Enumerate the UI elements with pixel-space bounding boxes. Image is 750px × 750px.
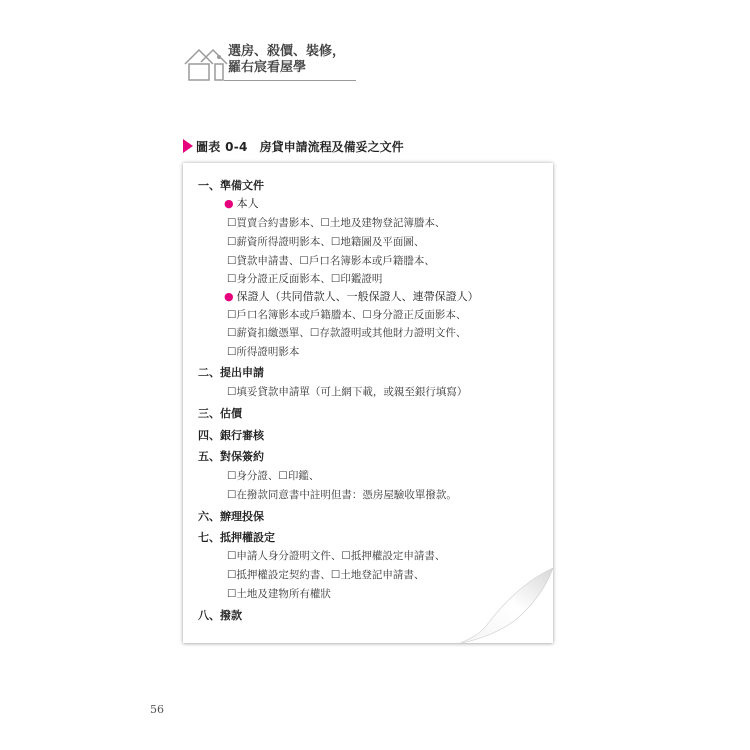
section-heading-appraisal: 三、估價 [198,407,242,420]
checklist-line: ☐填妥貸款申請單（可上網下載，或親至銀行填寫） [227,386,468,398]
header-divider [224,80,356,81]
checklist-line: ☐薪資扣繳憑單、☐存款證明或其他財力證明文件、 [227,327,467,339]
page-curl-icon [456,566,556,646]
bullet-label: 保證人（共同借款人、一般保證人、連帶保證人） [236,290,479,303]
header-title-line2: 羅右宸看屋學 [228,60,307,75]
checklist-line: ☐身分證正反面影本、☐印鑑證明 [227,273,383,285]
page-number: 56 [150,703,164,716]
checklist-line: ☐買賣合約書影本、☐土地及建物登記簿謄本、 [227,217,446,229]
figure-caption: 房貸申請流程及備妥之文件 [259,139,404,154]
checklist-line: ☐身分證、☐印鑑、 [227,470,320,482]
checklist-line: ☐抵押權設定契約書、☐土地登記申請書、 [227,569,425,581]
triangle-marker-icon [183,139,193,153]
bullet-item-guarantor [224,290,479,304]
bullet-dot-icon: ● [224,290,234,303]
checklist-line: ☐土地及建物所有權狀 [227,588,331,600]
section-heading-sign-contract: 五、對保簽約 [198,450,264,463]
bullet-label: 本人 [236,197,259,210]
checklist-line: ☐申請人身分證明文件、☐抵押權設定申請書、 [227,550,446,562]
figure-label: 圖表 0-4 [196,139,248,154]
section-heading-disbursement: 八、撥款 [198,609,242,622]
checklist-line: ☐戶口名簿影本或戶籍謄本、☐身分證正反面影本、 [227,309,467,321]
figure-title [183,138,404,154]
bullet-item-self [224,197,259,211]
section-heading-insurance: 六、辦理投保 [198,510,264,523]
section-heading-submit-application: 二、提出申請 [198,366,264,379]
checklist-line: ☐所得證明影本 [227,346,300,358]
header-title-line1: 選房、殺價、裝修， [228,44,346,59]
checklist-line: ☐在撥款同意書中註明但書：憑房屋驗收單撥款。 [227,489,457,501]
checklist-line: ☐薪資所得證明影本、☐地籍圖及平面圖、 [227,236,425,248]
section-heading-prepare-documents: 一、準備文件 [198,179,264,192]
section-heading-mortgage-setup: 七、抵押權設定 [198,531,275,544]
checklist-line: ☐貸款申請書、☐戶口名簿影本或戶籍謄本、 [227,255,435,267]
house-logo-icon [183,44,231,82]
bullet-dot-icon: ● [224,197,234,210]
section-heading-bank-review: 四、銀行審核 [198,429,264,442]
header-title [228,44,345,76]
